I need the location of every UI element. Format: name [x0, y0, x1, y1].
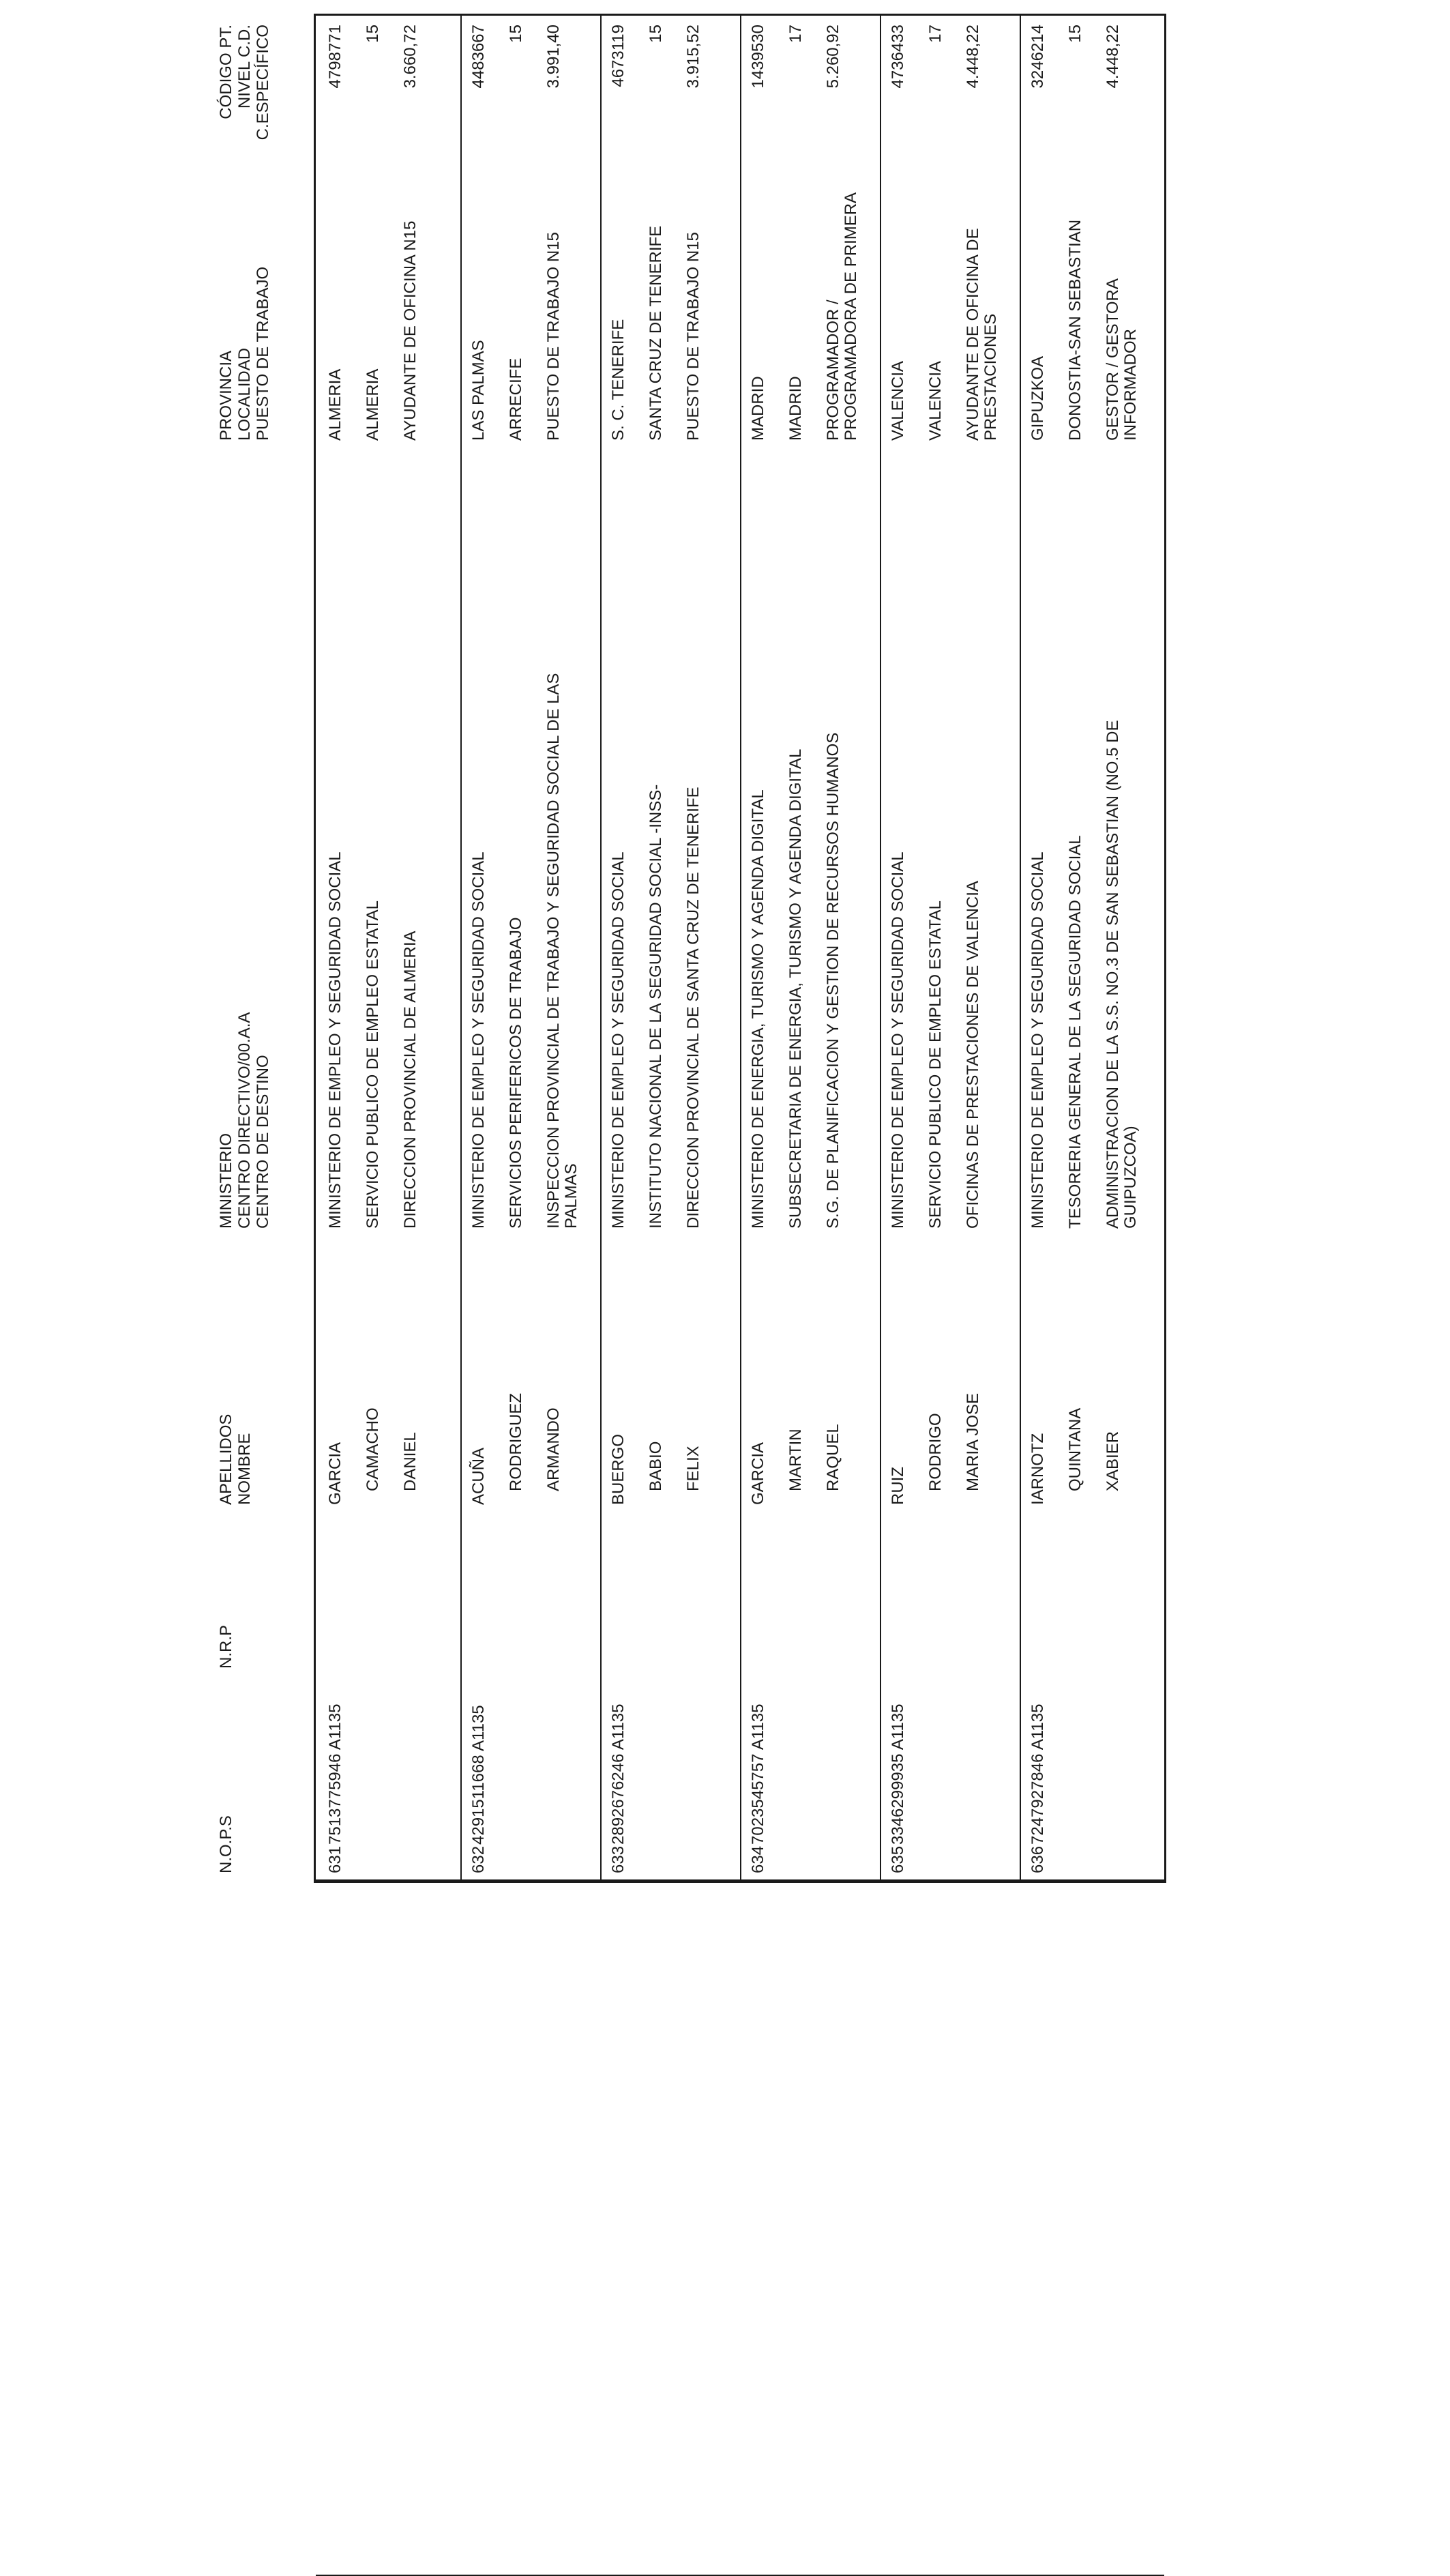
record-name-2: MARIA JOSE: [964, 1392, 982, 1491]
record-ministerio-3: GUIPUZCOA): [1121, 1126, 1140, 1229]
record-provincia-0: GIPUZKOA: [1029, 355, 1047, 441]
record-nrp: 2892676246 A1135: [609, 1703, 627, 1845]
record-ministerio-0: MINISTERIO DE EMPLEO Y SEGURIDAD SOCIAL: [326, 851, 344, 1229]
record-codigo-1: 15: [1066, 25, 1084, 43]
record-provincia-1: MADRID: [786, 376, 805, 441]
record-codigo-1: 17: [926, 25, 945, 43]
record-codigo-1: 15: [647, 25, 665, 43]
record-name-1: RODRIGUEZ: [507, 1393, 525, 1491]
record-codigo-2: 3.991,40: [544, 25, 563, 89]
record-name-0: RUIZ: [889, 1467, 907, 1505]
record-nops: 632: [469, 1845, 488, 1873]
record-provincia-1: ARRECIFE: [507, 357, 525, 441]
record-provincia-3: PRESTACIONES: [981, 313, 1000, 441]
record-ministerio-2: DIRECCION PROVINCIAL DE SANTA CRUZ DE TENERIFE: [684, 787, 702, 1229]
record-nops: 635: [889, 1845, 907, 1873]
record-ministerio-0: MINISTERIO DE ENERGIA, TURISMO Y AGENDA DIGITAL: [749, 789, 767, 1229]
record-nrp: 4291511668 A1135: [469, 1705, 488, 1845]
header-localidad: LOCALIDAD: [235, 347, 254, 441]
record-provincia-1: DONOSTIA-SAN SEBASTIAN: [1066, 219, 1084, 441]
record-provincia-2: PROGRAMADOR /: [824, 299, 842, 441]
record-ministerio-2: ADMINISTRACION DE LA S.S. NO.3 DE SAN SEBASTIAN (NO.5 DE: [1104, 720, 1122, 1229]
record-codigo-1: 15: [364, 25, 382, 43]
record-codigo-2: 4.448,22: [964, 25, 982, 89]
record-divider: [1020, 14, 1021, 1883]
record-codigo-1: 15: [507, 25, 525, 43]
record-ministerio-1: SERVICIO PUBLICO DE EMPLEO ESTATAL: [926, 900, 945, 1229]
header-especifico: C.ESPECÍFICO: [254, 25, 272, 141]
record-name-1: BABIO: [647, 1441, 665, 1491]
record-codigo-2: 4.448,22: [1104, 25, 1122, 89]
record-provincia-0: ALMERIA: [326, 368, 344, 441]
record-codigo-0: 1439530: [749, 25, 767, 89]
record-ministerio-2: INSPECCION PROVINCIAL DE TRABAJO Y SEGURIDAD SOCIAL DE LAS: [544, 673, 563, 1229]
record-ministerio-0: MINISTERIO DE EMPLEO Y SEGURIDAD SOCIAL: [609, 851, 627, 1229]
header-apellidos: APELLIDOS: [217, 1414, 235, 1505]
header-nivel: NIVEL C.D.: [235, 25, 254, 109]
record-nrp: 3346299935 A1135: [889, 1703, 907, 1845]
record-codigo-0: 3246214: [1029, 25, 1047, 89]
record-ministerio-3: PALMAS: [562, 1163, 580, 1229]
record-name-0: BUERGO: [609, 1433, 627, 1505]
record-nops: 631: [326, 1845, 344, 1873]
record-divider: [740, 14, 741, 1883]
record-nops: 636: [1029, 1845, 1047, 1873]
record-name-0: GARCIA: [749, 1441, 767, 1505]
header-puesto: PUESTO DE TRABAJO: [254, 266, 272, 441]
record-provincia-2: GESTOR / GESTORA: [1104, 278, 1122, 441]
record-name-2: ARMANDO: [544, 1407, 563, 1491]
record-provincia-0: LAS PALMAS: [469, 340, 488, 441]
record-name-0: ACUÑA: [469, 1447, 488, 1505]
header-centro-destino: CENTRO DE DESTINO: [254, 1055, 272, 1229]
header-nombre: NOMBRE: [235, 1433, 254, 1505]
record-ministerio-0: MINISTERIO DE EMPLEO Y SEGURIDAD SOCIAL: [1029, 851, 1047, 1229]
record-provincia-1: SANTA CRUZ DE TENERIFE: [647, 225, 665, 441]
header-provincia: PROVINCIA: [217, 350, 235, 441]
record-ministerio-1: SERVICIOS PERIFERICOS DE TRABAJO: [507, 917, 525, 1229]
record-divider: [600, 14, 602, 1883]
record-codigo-0: 4673119: [609, 25, 627, 87]
record-name-1: CAMACHO: [364, 1407, 382, 1491]
record-ministerio-2: OFICINAS DE PRESTACIONES DE VALENCIA: [964, 881, 982, 1229]
record-name-0: IARNOTZ: [1029, 1433, 1047, 1505]
header-nrp: N.R.P: [217, 1624, 235, 1669]
record-nrp: 7247927846 A1135: [1029, 1703, 1047, 1845]
record-provincia-2: PUESTO DE TRABAJO N15: [544, 232, 563, 441]
record-provincia-0: S. C. TENERIFE: [609, 319, 627, 441]
record-codigo-0: 4483667: [469, 25, 488, 89]
header-codigo: CÓDIGO PT.: [217, 25, 235, 119]
record-codigo-1: 17: [786, 25, 805, 43]
record-ministerio-1: INSTITUTO NACIONAL DE LA SEGURIDAD SOCIAL -INSS-: [647, 784, 665, 1229]
record-ministerio-0: MINISTERIO DE EMPLEO Y SEGURIDAD SOCIAL: [889, 851, 907, 1229]
record-codigo-2: 5.260,92: [824, 25, 842, 89]
record-ministerio-1: SERVICIO PUBLICO DE EMPLEO ESTATAL: [364, 900, 382, 1229]
record-nops: 634: [749, 1845, 767, 1873]
record-codigo-2: 3.660,72: [401, 25, 419, 89]
record-name-2: DANIEL: [401, 1432, 419, 1491]
record-provincia-1: VALENCIA: [926, 361, 945, 441]
record-name-2: XABIER: [1104, 1431, 1122, 1491]
record-provincia-2: AYUDANTE DE OFICINA N15: [401, 220, 419, 441]
header-nops: N.O.P.S: [217, 1815, 235, 1873]
record-nrp: 7513775946 A1135: [326, 1703, 344, 1845]
record-provincia-3: INFORMADOR: [1121, 329, 1140, 441]
record-ministerio-2: DIRECCION PROVINCIAL DE ALMERIA: [401, 931, 419, 1229]
record-provincia-3: PROGRAMADORA DE PRIMERA: [842, 192, 860, 441]
record-codigo-0: 4798771: [326, 25, 344, 89]
record-provincia-2: PUESTO DE TRABAJO N15: [684, 232, 702, 441]
record-name-2: RAQUEL: [824, 1424, 842, 1491]
record-provincia-0: VALENCIA: [889, 361, 907, 441]
record-provincia-2: AYUDANTE DE OFICINA DE: [964, 228, 982, 441]
record-codigo-2: 3.915,52: [684, 25, 702, 89]
record-nrp: 7023545757 A1135: [749, 1703, 767, 1845]
record-name-1: MARTIN: [786, 1429, 805, 1491]
record-nops: 633: [609, 1845, 627, 1873]
record-divider: [460, 14, 462, 1883]
record-divider: [880, 14, 881, 1883]
record-ministerio-0: MINISTERIO DE EMPLEO Y SEGURIDAD SOCIAL: [469, 851, 488, 1229]
header-centro-directivo: CENTRO DIRECTIVO/00.A.A: [235, 1012, 254, 1229]
record-name-2: FELIX: [684, 1446, 702, 1491]
record-ministerio-1: SUBSECRETARIA DE ENERGIA, TURISMO Y AGENDA DIGITAL: [786, 748, 805, 1229]
record-name-1: RODRIGO: [926, 1413, 945, 1491]
record-name-0: GARCIA: [326, 1441, 344, 1505]
record-provincia-0: MADRID: [749, 376, 767, 441]
record-codigo-0: 4736433: [889, 25, 907, 89]
record-ministerio-2: S.G. DE PLANIFICACION Y GESTION DE RECURSOS HUMANOS: [824, 732, 842, 1229]
header-ministerio: MINISTERIO: [217, 1132, 235, 1229]
record-name-1: QUINTANA: [1066, 1407, 1084, 1491]
record-ministerio-1: TESORERIA GENERAL DE LA SEGURIDAD SOCIAL: [1066, 835, 1084, 1229]
record-provincia-1: ALMERIA: [364, 368, 382, 441]
